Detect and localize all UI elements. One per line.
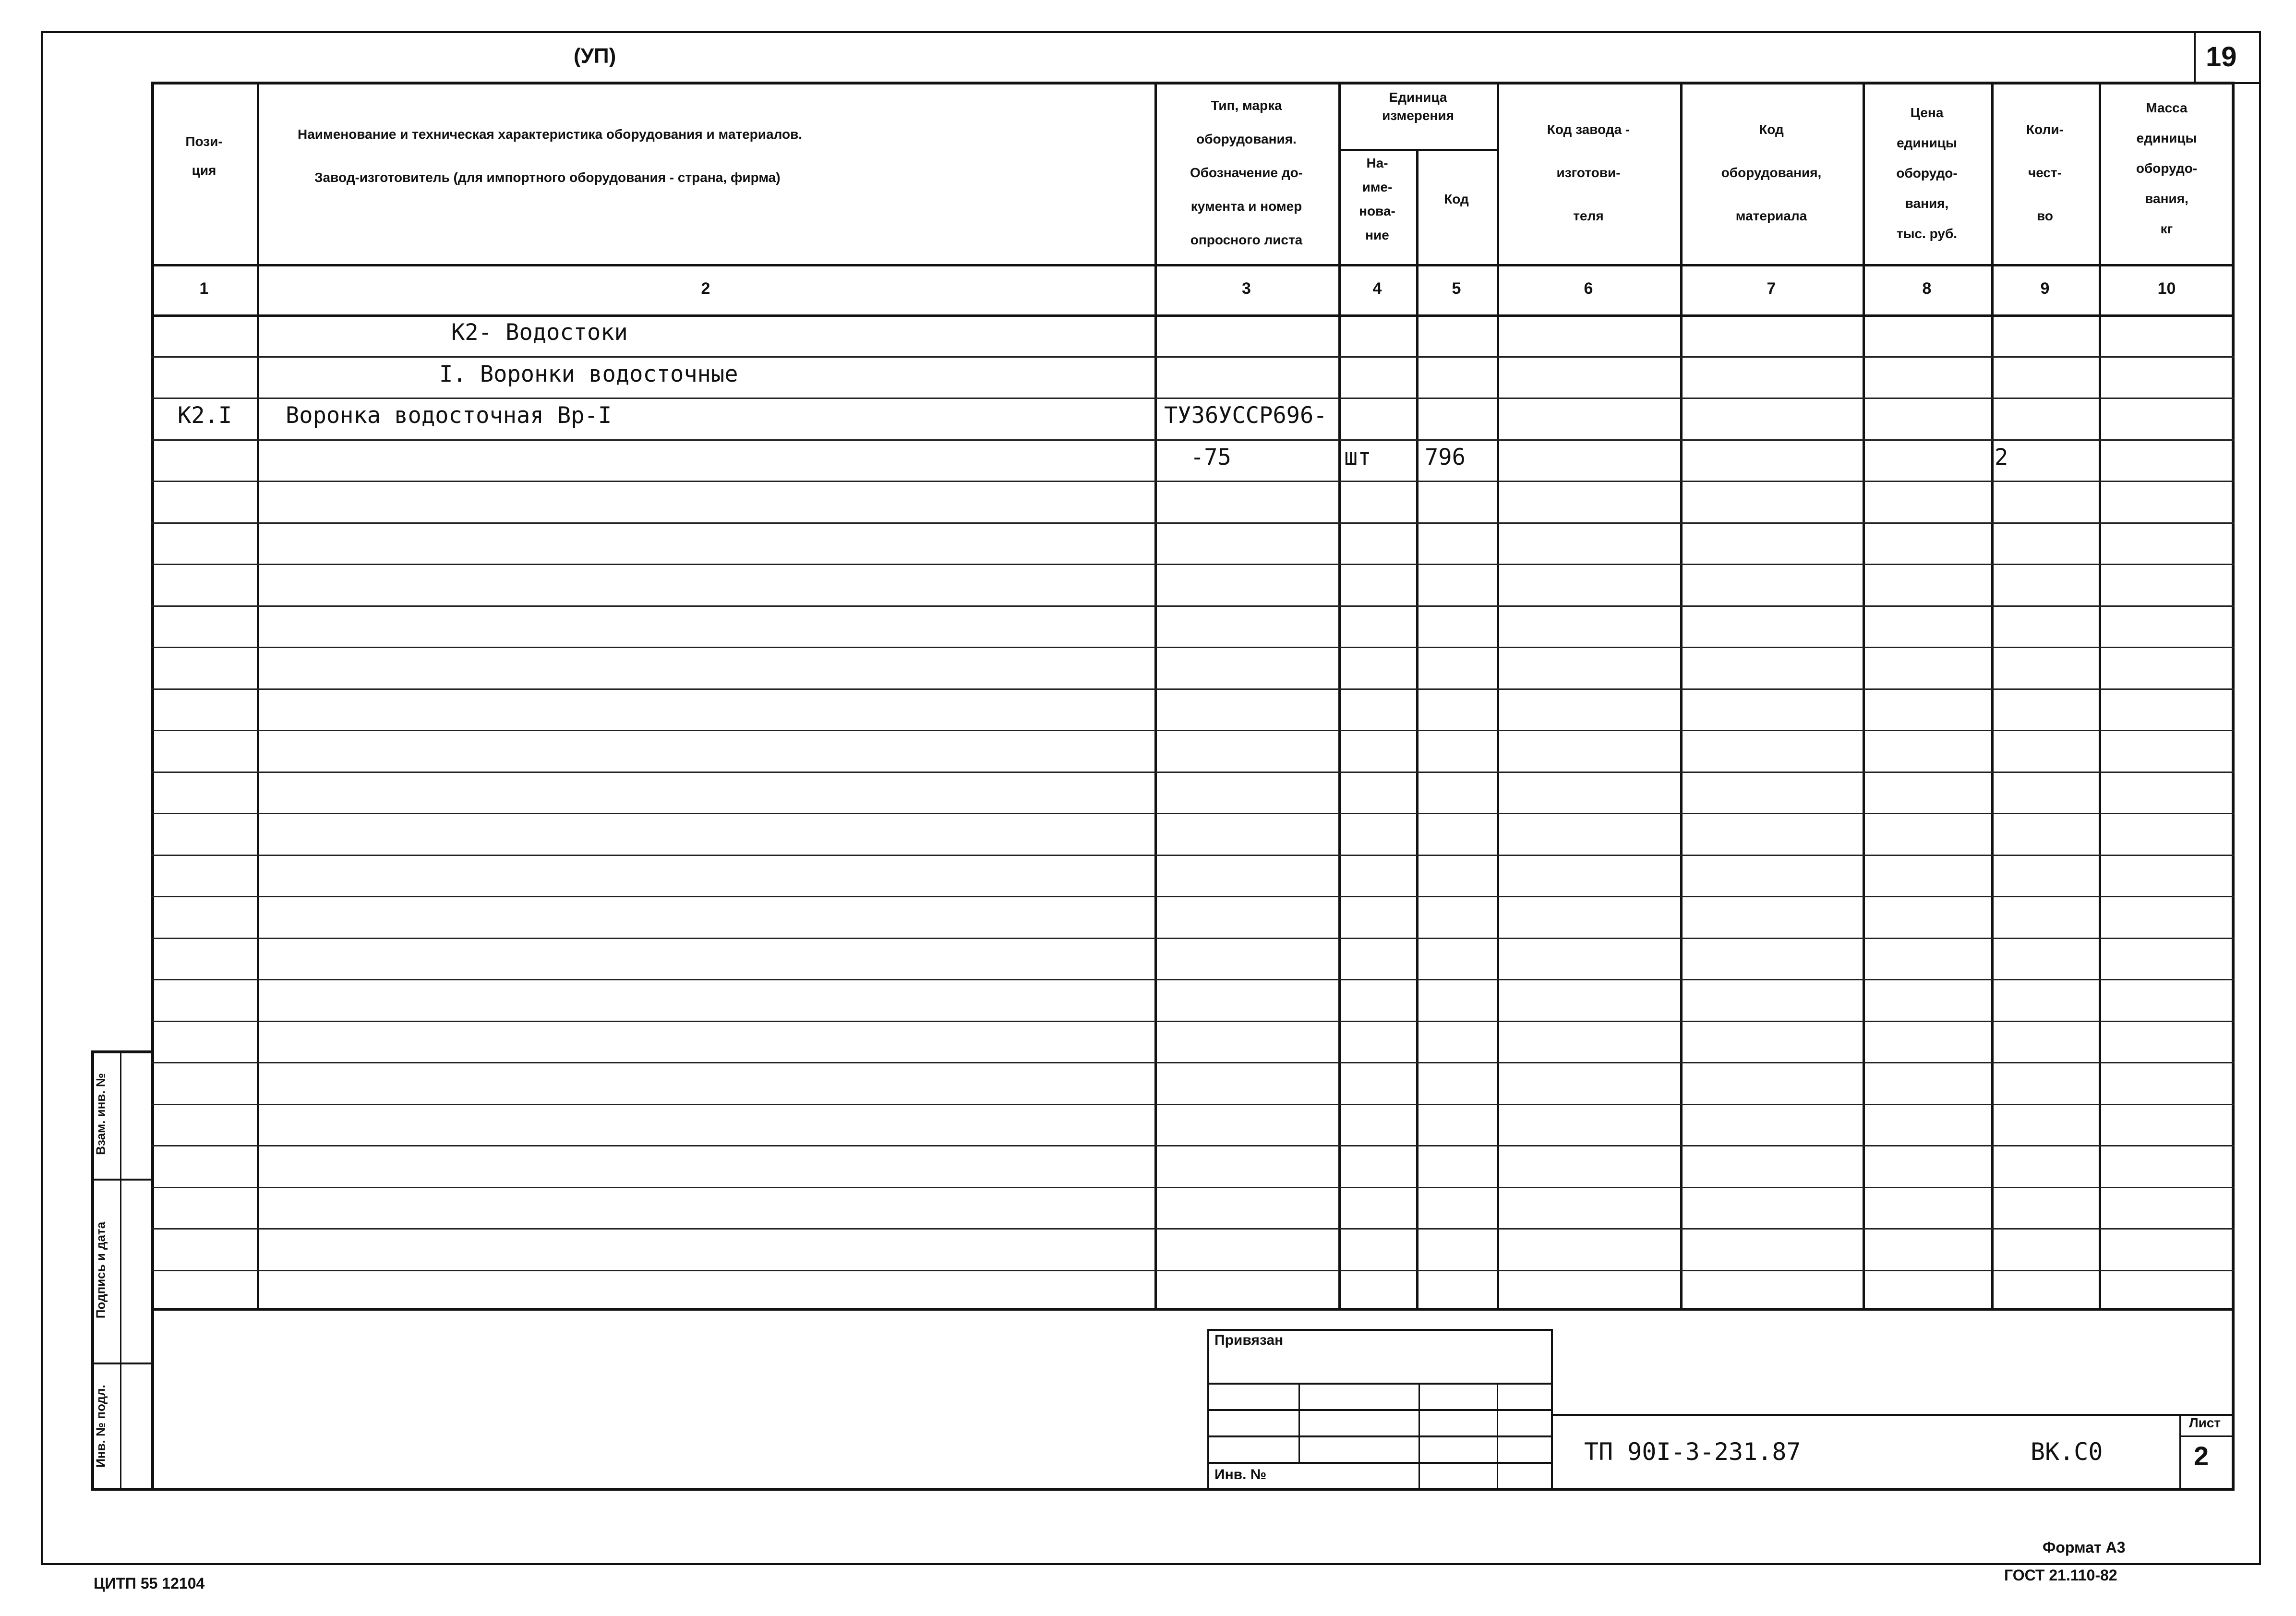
footer-gost: ГОСТ 21.110-82 bbox=[2004, 1567, 2117, 1584]
bound-stamp-line bbox=[1207, 1383, 1552, 1385]
row-line bbox=[151, 439, 2235, 441]
unit-code-cell: 796 bbox=[1425, 444, 1466, 470]
column-header-9-line: Коли- bbox=[2026, 122, 2064, 137]
row-line bbox=[151, 564, 2235, 565]
column-header-8-line: оборудо- bbox=[1896, 166, 1958, 181]
row-line bbox=[151, 855, 2235, 856]
column-number-2: 2 bbox=[701, 279, 710, 298]
name-cell: К2- Водостоки bbox=[451, 319, 628, 346]
bound-stamp-col bbox=[1298, 1383, 1300, 1462]
page-number: 19 bbox=[2206, 41, 2237, 72]
column-header-4-line: нова- bbox=[1359, 204, 1395, 218]
side-label-original-inv: Инв. № подл. bbox=[93, 1385, 108, 1468]
column-header-3-line: кумента и номер bbox=[1190, 199, 1302, 214]
name-cell: I. Воронки водосточные bbox=[439, 361, 738, 387]
column-header-8-line: вания, bbox=[1905, 196, 1949, 211]
row-line bbox=[151, 1145, 2235, 1146]
unit-group-label-2: измерения bbox=[1382, 108, 1454, 123]
doc-code: ТП 90I-3-231.87 bbox=[1584, 1438, 1801, 1466]
sheet-box-divider bbox=[2179, 1435, 2235, 1437]
column-header-10-line: единицы bbox=[2136, 131, 2197, 145]
column-header-9-line: во bbox=[2037, 208, 2053, 223]
column-header-3-line: оборудования. bbox=[1196, 132, 1297, 146]
column-number-4: 4 bbox=[1372, 279, 1382, 298]
row-line bbox=[151, 1021, 2235, 1022]
section-code: ВК.С0 bbox=[2031, 1438, 2103, 1466]
column-header-3-line: Обозначение до- bbox=[1190, 165, 1303, 180]
column-header-7-line: материала bbox=[1735, 208, 1807, 223]
unit-name-cell: шт bbox=[1344, 444, 1371, 470]
column-header-1-line: Пози- bbox=[185, 134, 223, 149]
form-label: (УП) bbox=[574, 44, 616, 68]
column-number-row-line bbox=[151, 314, 2235, 317]
header-bottom-line bbox=[151, 264, 2235, 266]
row-line bbox=[151, 398, 2235, 399]
column-number-1: 1 bbox=[199, 279, 209, 298]
row-line bbox=[151, 938, 2235, 939]
row-line bbox=[151, 1270, 2235, 1271]
bound-stamp-line bbox=[1207, 1435, 1552, 1437]
column-number-8: 8 bbox=[1922, 279, 1932, 298]
name-cell: Воронка водосточная Вр-I bbox=[286, 402, 612, 429]
column-header-7-line: Код bbox=[1759, 122, 1784, 137]
column-number-9: 9 bbox=[2040, 279, 2050, 298]
column-header-6-line: Код завода - bbox=[1547, 122, 1630, 137]
bound-stamp-col bbox=[1418, 1383, 1420, 1491]
side-strip-divider bbox=[91, 1179, 154, 1181]
column-number-6: 6 bbox=[1584, 279, 1593, 298]
column-header-10-line: оборудо- bbox=[2136, 161, 2198, 176]
row-line bbox=[151, 1104, 2235, 1105]
column-header-2-line: Завод-изготовитель (для импортного оборудования - страна, фирма) bbox=[314, 170, 781, 185]
column-header-9-line: чест- bbox=[2028, 165, 2062, 180]
column-header-1-line: ция bbox=[192, 163, 216, 178]
bound-stamp-line bbox=[1207, 1409, 1552, 1411]
column-header-10-line: вания, bbox=[2145, 191, 2188, 206]
col-line bbox=[1416, 149, 1418, 1308]
side-label-signature-date: Подпись и дата bbox=[93, 1221, 108, 1319]
row-line bbox=[151, 896, 2235, 897]
table-bottom-line bbox=[151, 1308, 2235, 1311]
row-line bbox=[151, 522, 2235, 524]
column-header-3-line: Тип, марка bbox=[1211, 98, 1282, 113]
row-line bbox=[151, 688, 2235, 690]
column-header-10-line: кг bbox=[2160, 221, 2173, 236]
row-line bbox=[151, 772, 2235, 773]
type-cell: -75 bbox=[1190, 444, 1231, 470]
bound-label: Привязан bbox=[1214, 1332, 1284, 1348]
type-cell: ТУ36УССР696- bbox=[1164, 402, 1327, 429]
column-header-8-line: Цена bbox=[1910, 105, 1944, 120]
row-line bbox=[151, 979, 2235, 980]
row-line bbox=[151, 730, 2235, 731]
position-cell: К2.I bbox=[178, 402, 232, 429]
column-number-3: 3 bbox=[1242, 279, 1251, 298]
row-line bbox=[151, 813, 2235, 814]
side-label-replaced-inv: Взам. инв. № bbox=[93, 1073, 108, 1155]
row-line bbox=[151, 605, 2235, 607]
footer-left-code: ЦИТП 55 12104 bbox=[94, 1575, 205, 1592]
sheet-box-line bbox=[2179, 1414, 2181, 1491]
column-header-5-line: Код bbox=[1444, 192, 1469, 206]
row-line bbox=[151, 1187, 2235, 1188]
row-line bbox=[151, 647, 2235, 648]
unit-group-label-1: Единица bbox=[1389, 90, 1447, 105]
footer-format: Формат А3 bbox=[2043, 1539, 2126, 1556]
bound-stamp-col bbox=[1497, 1383, 1498, 1491]
column-header-6-line: изготови- bbox=[1556, 165, 1621, 180]
column-number-5: 5 bbox=[1452, 279, 1461, 298]
row-line bbox=[151, 481, 2235, 482]
column-header-7-line: оборудования, bbox=[1721, 165, 1822, 180]
column-header-10-line: Масса bbox=[2146, 100, 2188, 115]
sheet-number: 2 bbox=[2194, 1441, 2209, 1471]
row-line bbox=[151, 1228, 2235, 1230]
row-line bbox=[151, 1062, 2235, 1063]
column-header-3-line: опросного листа bbox=[1190, 232, 1303, 247]
column-header-8-line: тыс. руб. bbox=[1896, 226, 1958, 241]
column-number-10: 10 bbox=[2157, 279, 2176, 298]
side-strip-inner-line bbox=[120, 1050, 121, 1491]
column-number-7: 7 bbox=[1767, 279, 1776, 298]
quantity-cell: 2 bbox=[1995, 444, 2008, 470]
row-line bbox=[151, 356, 2235, 358]
unit-group-divider bbox=[1338, 149, 1497, 151]
column-header-2-line: Наименование и техническая характеристика оборудования и материалов. bbox=[298, 127, 803, 142]
column-header-4-line: име- bbox=[1362, 180, 1393, 194]
bound-stamp-line bbox=[1207, 1462, 1552, 1464]
title-block-top bbox=[1553, 1414, 2235, 1416]
sheet-label: Лист bbox=[2189, 1415, 2221, 1430]
column-header-8-line: единицы bbox=[1897, 135, 1957, 150]
column-header-4-line: ние bbox=[1365, 228, 1389, 242]
column-header-6-line: теля bbox=[1573, 208, 1604, 223]
column-header-4-line: На- bbox=[1366, 156, 1388, 170]
inv-label: Инв. № bbox=[1214, 1467, 1267, 1483]
